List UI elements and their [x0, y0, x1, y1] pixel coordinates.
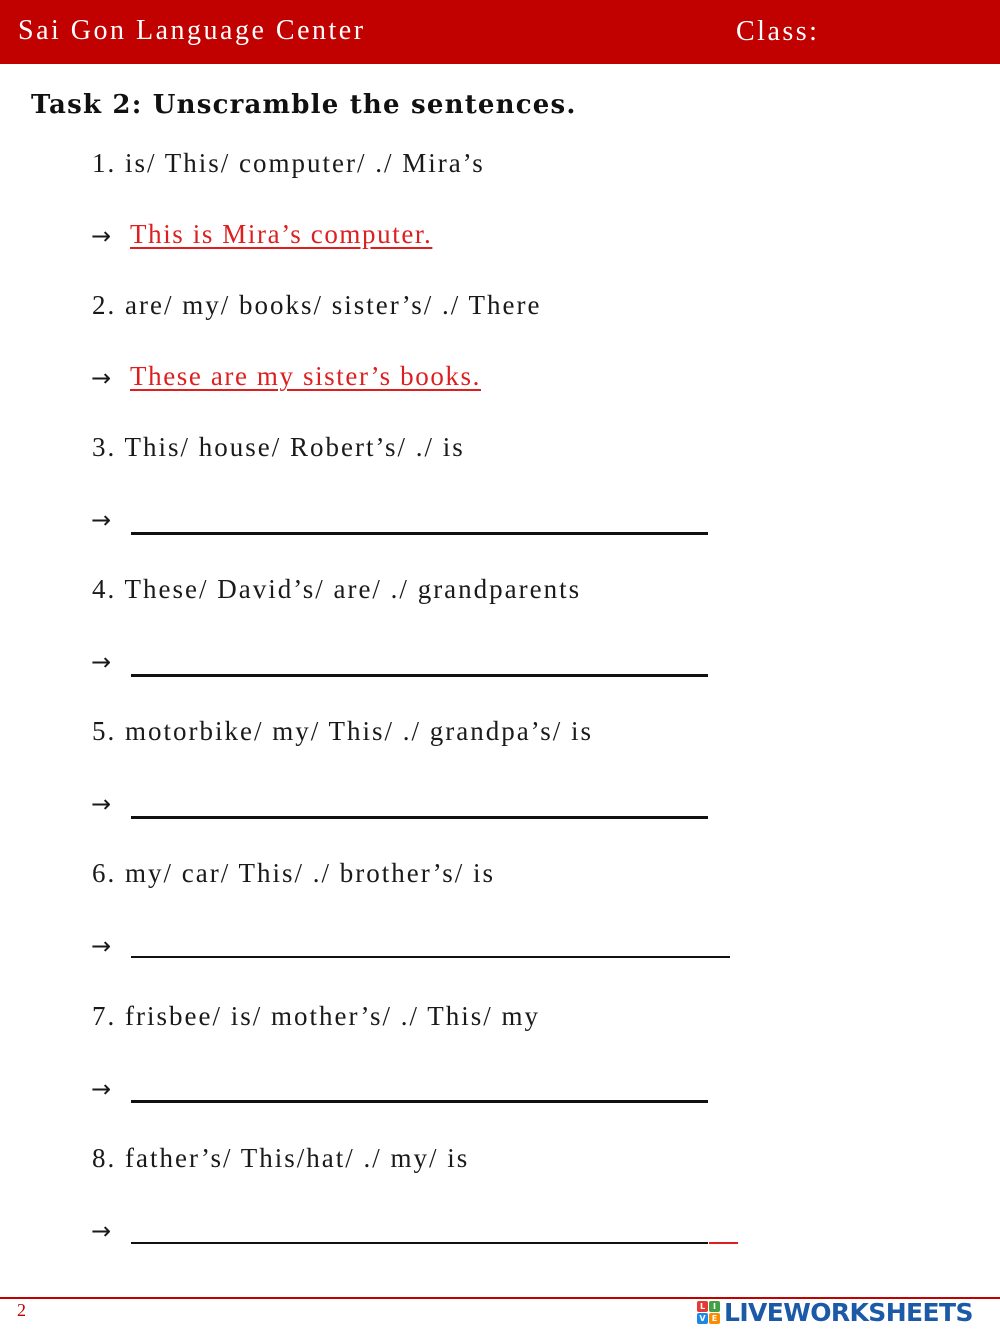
- arrow-icon: →: [91, 1217, 112, 1245]
- arrow-icon: →: [91, 790, 112, 818]
- arrow-icon: →: [91, 506, 112, 534]
- task-title: Task 2: Unscramble the sentences.: [31, 90, 577, 120]
- question-5: 5. motorbike/ my/ This/ ./ grandpa’s/ is: [92, 716, 593, 746]
- answer-blank-5[interactable]: [131, 816, 708, 819]
- answer-blank-8[interactable]: [131, 1242, 708, 1244]
- answer-blank-7[interactable]: [131, 1100, 708, 1103]
- header-bar: [0, 0, 1000, 64]
- liveworksheets-logo[interactable]: [697, 1298, 995, 1328]
- liveworksheets-brand: LIVEWORKSHEETS: [724, 1298, 973, 1327]
- class-label: Class:: [736, 16, 820, 47]
- answer-blank-4[interactable]: [131, 674, 708, 677]
- arrow-icon: →: [91, 932, 112, 960]
- liveworksheets-icon: L I V E: [697, 1301, 721, 1325]
- page-number: 2: [17, 1300, 26, 1320]
- answer-blank-3[interactable]: [131, 532, 708, 535]
- question-3: 3. This/ house/ Robert’s/ ./ is: [92, 432, 465, 462]
- arrow-icon: →: [91, 222, 112, 250]
- answer-blank-6[interactable]: [131, 956, 730, 958]
- organization-name: Sai Gon Language Center: [18, 15, 366, 46]
- question-2: 2. are/ my/ books/ sister’s/ ./ There: [92, 290, 542, 320]
- question-6: 6. my/ car/ This/ ./ brother’s/ is: [92, 858, 495, 888]
- answer-1[interactable]: This is Mira’s computer.: [130, 219, 433, 249]
- arrow-icon: →: [91, 1075, 112, 1103]
- answer-2[interactable]: These are my sister’s books.: [130, 361, 481, 391]
- question-4: 4. These/ David’s/ are/ ./ grandparents: [92, 574, 582, 604]
- question-1: 1. is/ This/ computer/ ./ Mira’s: [92, 148, 485, 178]
- question-8: 8. father’s/ This/hat/ ./ my/ is: [92, 1143, 470, 1173]
- answer-blank-8-extension: [709, 1242, 738, 1244]
- arrow-icon: →: [91, 364, 112, 392]
- question-7: 7. frisbee/ is/ mother’s/ ./ This/ my: [92, 1001, 540, 1031]
- arrow-icon: →: [91, 648, 112, 676]
